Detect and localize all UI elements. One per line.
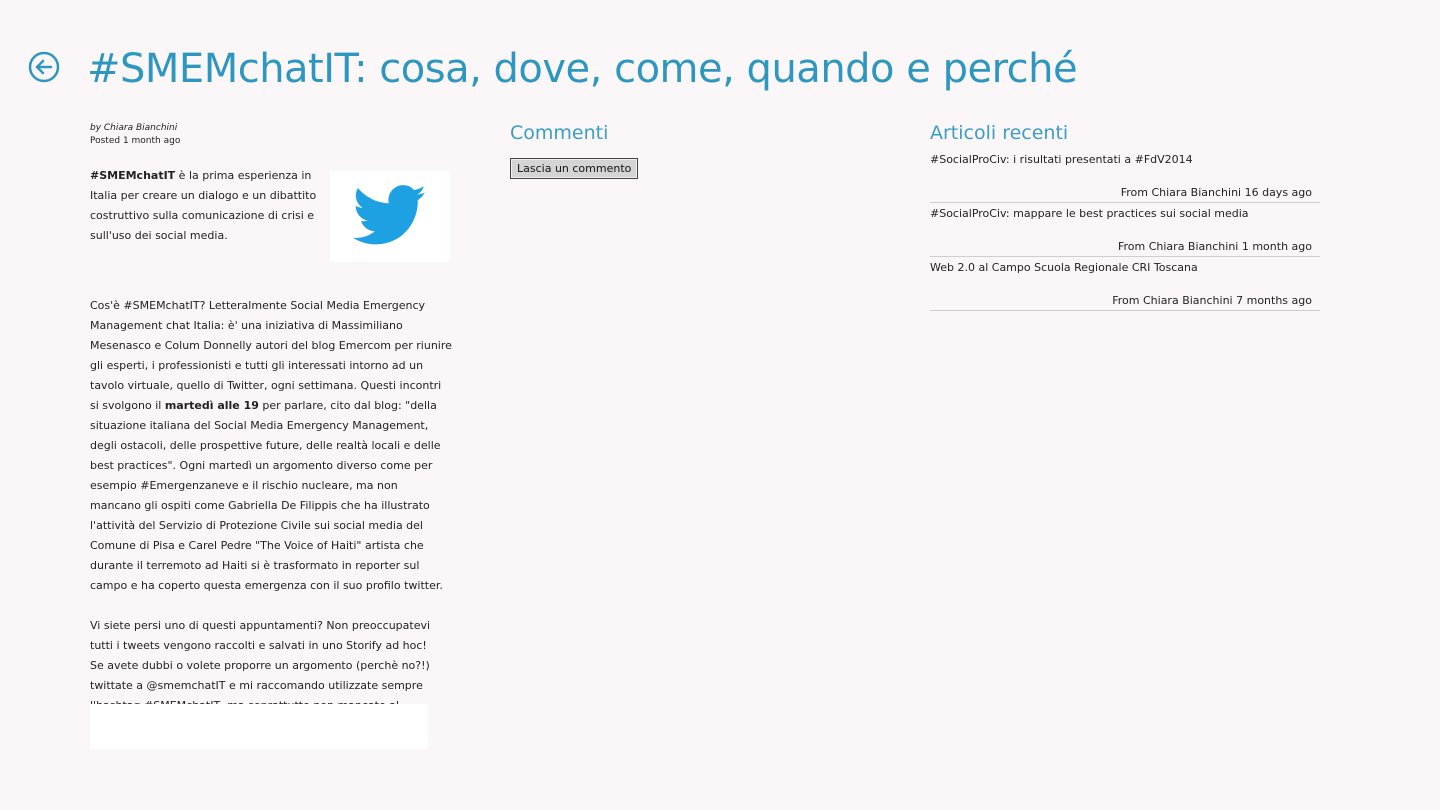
recent-article-meta: From Chiara Bianchini 16 days ago xyxy=(1120,186,1312,199)
paragraph-1-text-a: Cos'è #SMEMchatIT? Letteralmente Social Media Emergency Management chat Italia: è' una iniziativa di Massimiliano Mesenasco e Colum Donnelly autori del blog Emercom per riunire gli esperti, i professionisti e tutti gli interessati intorno ad un tavolo virtuale, quello di Twitter, ogni settimana. Questi incontri si svolgono il xyxy=(90,299,452,412)
article-paragraph-1 xyxy=(90,296,452,596)
recent-article-title[interactable]: Web 2.0 al Campo Scuola Regionale CRI Toscana xyxy=(930,261,1198,274)
list-item[interactable] xyxy=(930,150,1320,203)
page-title: #SMEMchatIT: cosa, dove, come, quando e perché xyxy=(87,46,1078,92)
embed-placeholder xyxy=(90,704,428,749)
leave-comment-button[interactable]: Lascia un commento xyxy=(510,158,638,179)
comments-section xyxy=(510,120,638,179)
recent-article-meta: From Chiara Bianchini 7 months ago xyxy=(1112,294,1312,307)
recent-articles-list xyxy=(930,150,1320,311)
recent-article-meta: From Chiara Bianchini 1 month ago xyxy=(1117,240,1312,253)
twitter-bird-icon xyxy=(353,184,427,248)
paragraph-1-bold: martedì alle 19 xyxy=(164,399,259,412)
article-byline: by Chiara Bianchini xyxy=(90,123,178,133)
recent-articles-heading: Articoli recenti xyxy=(930,122,1069,144)
list-item[interactable] xyxy=(930,258,1320,311)
paragraph-2-line-1: Vi siete persi uno di questi appuntamenti? Non preoccupatevi tutti i tweets vengono raccolti e salvati in uno Storify ad hoc! xyxy=(90,619,431,652)
back-button[interactable] xyxy=(28,51,60,83)
article-intro xyxy=(90,166,452,296)
intro-hashtag: #SMEMchatIT xyxy=(90,169,176,182)
back-arrow-circle-icon xyxy=(28,51,60,83)
comments-heading: Commenti xyxy=(510,122,609,144)
recent-article-title[interactable]: #SocialProCiv: i risultati presentati a #FdV2014 xyxy=(930,153,1193,166)
article xyxy=(90,122,452,736)
intro-paragraph xyxy=(90,166,318,246)
article-posted-date: Posted 1 month ago xyxy=(90,136,181,146)
list-item[interactable] xyxy=(930,204,1320,257)
recent-articles-section xyxy=(930,120,1320,312)
paragraph-1-text-b: per parlare, cito dal blog: "della situazione italiana del Social Media Emergency Management, degli ostacoli, delle prospettive future, delle realtà locali e delle best practices". Ogni martedì un argomento diverso come per esempio #Emergenzaneve e il rischio nucleare, ma non mancano gli ospiti come Gabriella De Filippis che ha illustrato l'attività del Servizio di Protezione Civile sui social media del Comune di Pisa e Carel Pedre "The Voice of Haiti" artista che durante il terremoto ad Haiti si è trasformato in reporter sul campo e ha coperto questa emergenza con il suo profilo twitter. xyxy=(90,399,443,592)
intro-text: è la prima esperienza in Italia per creare un dialogo e un dibattito costruttivo sulla comunicazione di crisi e sull'uso dei social media. xyxy=(90,169,317,242)
paragraph-2-line-2: Se avete dubbi o volete proporre un argomento (perchè no?!) twittate a @smemchatIT e mi raccomando utilizzate sempre xyxy=(90,659,430,692)
twitter-image xyxy=(330,171,450,262)
recent-article-title[interactable]: #SocialProCiv: mappare le best practices sui social media xyxy=(930,207,1249,220)
